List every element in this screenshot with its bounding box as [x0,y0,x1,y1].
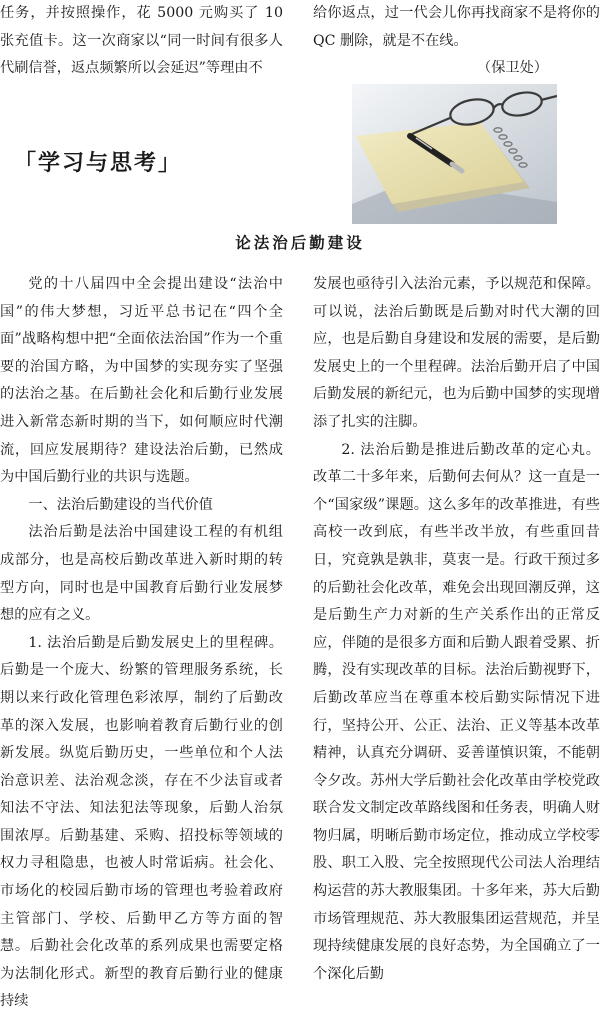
paragraph-reform-reassurance: 2. 法治后勤是推进后勤改革的定心丸。改革二十多年来，后勤何去何从？这一直是一个“国家级”课题。这么多年的改革推进，有些高校一改到底，有些半改半放，有些重回昔日，究竟孰是孰非，莫衷一是。行政干预过多的后勤社会化改革，难免会出现回潮反弹，这是后勤生产力对新的生产关系作出的正常反应，伴随的是很多方面和后勤人跟着受累、折腾，没有实现改革的目标。法治后勤视野下，后勤改革应当在尊重本校后勤实际情况下进行，坚持公开、公正、法治、正义等基本改革精神，认真充分调研、妥善谨慎识策，不能朝令夕改。苏州大学后勤社会化改革由学校党政联合发文制定改革路线图和任务表，明确人财物归属，明晰后勤市场定位，推动成立学校零股、职工入股、完全按照现代公司法人治理结构运营的苏大教服集团。十多年来，苏大后勤市场管理规范、苏大教服集团运营规范，并呈现持续健康发展的良好态势，为全国确立了一个深化后勤 [313,441,600,982]
article-body-left-column [0,271,283,1016]
subheading-contemporary-value: 一、法治后勤建设的当代价值 [28,496,213,513]
article-title: 论法治后勤建设 [235,234,365,252]
article-body-right-column [313,271,600,988]
notebook-pen-glasses-photo [352,84,557,224]
top-left-column [0,0,283,83]
author-signature: （保卫处） [477,60,548,77]
section-heading: 「学习与思考」 [14,151,183,176]
paragraph-intro: 党的十八届四中全会提出建设“法治中国”的伟大梦想，习近平总书记在“四个全面”战略构想中把“全面依法治国”作为一个重要的治国方略，为中国梦的实现夯实了坚强的法治之基。在后勤社会化和后勤行业发展进入新常态新时期的当下，如何顺应时代潮流，回应发展期待？建设法治后勤，已然成为中国后勤行业的共识与选题。 [0,276,283,486]
paragraph-milestone: 1. 法治后勤是后勤发展史上的里程碑。后勤是一个庞大、纷繁的管理服务系统，长期以来行政化管理色彩浓厚，制约了后勤改革的深入发展，也影响着教育后勤行业的创新发展。纵览后勤历史，一些单位和个人法治意识差、法治观念淡，存在不少法盲或者知法不守法、知法犯法等现象，后勤人治氛围浓厚。后勤基建、采购、招投标等领域的权力寻租隐患，也被人时常诟病。社会化、市场化的校园后勤市场的管理也考验着政府主管部门、学校、后勤甲乙方等方面的智慧。后勤社会化改革的系列成果也需要定格为法制化形式。新型的教育后勤行业的健康持续 [0,634,283,1010]
paragraph-rule-of-law-logistics: 法治后勤是法治中国建设工程的有机组成部分，也是高校后勤改革进入新时期的转型方向，同时也是中国教育后勤行业发展梦想的应有之义。 [0,524,283,624]
paragraph-milestone-continued: 发展也亟待引入法治元素，予以规范和保障。可以说，法治后勤既是后勤对时代大潮的回应，也是后勤自身建设和发展的需要，是后勤发展史上的一个里程碑。法治后勤开启了中国后勤发展的新纪元，也为后勤中国梦的实现增添了扎实的注脚。 [313,276,600,430]
previous-article-ending-right: 给你返点，过一代会儿你再找商家不是将你的 QC 删除，就是不在线。 [313,5,600,49]
photo-illustration [352,84,557,224]
previous-article-ending-left: 任务，并按照操作，花 5000 元购买了 10 张充值卡。这一次商家以“同一时间有很多人代刷信誉，返点频繁所以会延迟”等理由不 [0,5,283,77]
top-right-column [313,0,600,83]
